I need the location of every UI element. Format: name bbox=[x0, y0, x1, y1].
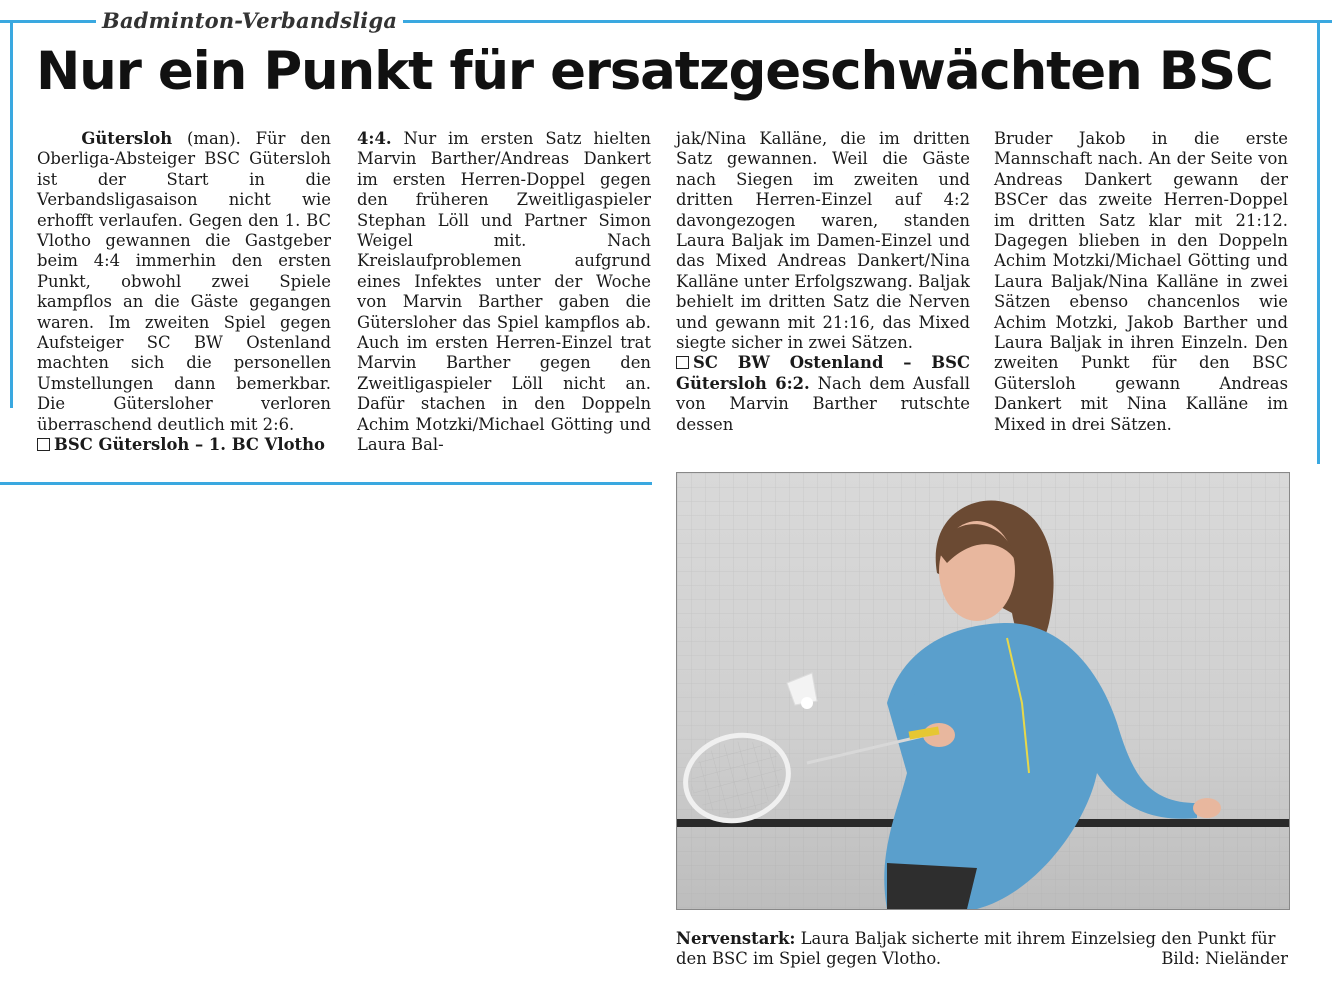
kicker: Badminton-Verbandsliga bbox=[96, 8, 403, 33]
article-column-2 bbox=[357, 129, 651, 456]
caption-lead: Nervenstark: bbox=[676, 929, 796, 948]
right-rule bbox=[1317, 20, 1320, 464]
col3-text: jak/Nina Kalläne, die im dritten Satz gewannen. Weil die Gäste nach Siegen im zweiten und dritten Herren-Einzel auf 4:2 davongezogen waren, standen Laura Baljak im Damen-Einzel und das Mixed Andreas Dankert/Nina Kalläne unter Erfolgszwang. Baljak behielt im dritten Satz die Nerven und gewann mit 21:16, das Mixed siegte sicher in zwei Sätzen. bbox=[676, 129, 970, 353]
col2-text: Nur im ersten Satz hielten Marvin Barther/Andreas Dankert im ersten Herren-Doppel gegen den früheren Zweitligaspieler Stephan Löll und Partner Simon Weigel mit. Nach Kreislaufproblemen aufgrund eines Infektes unter der Woche von Marvin Barther gaben die Gütersloher das Spiel kampflos ab. Auch im ersten Herren-Einzel trat Marvin Barther gegen den Zweitligaspieler Löll nicht an. Dafür stachen in den Doppeln Achim Motzki/Michael Götting und Laura Bal- bbox=[357, 129, 651, 455]
photo-caption bbox=[676, 929, 1288, 969]
subhead-2: SC BW Ostenland – BSC Gütersloh 6:2. bbox=[676, 353, 970, 393]
col4-text: Bruder Jakob in die erste Mannschaft nach. An der Seite von Andreas Dankert gewann der BSCer das zweite Herren-Doppel im dritten Satz klar mit 21:12. Dagegen blieben in den Doppeln Achim Motzki/Michael Götting und Laura Baljak/Nina Kalläne in zwei Sätzen ebenso chancenlos wie Achim Motzki, Jakob Barther und Laura Baljak in ihren Einzeln. Den zweiten Punkt für den BSC Gütersloh gewann Andreas Dankert mit Nina Kalläne im Mixed in drei Sätzen. bbox=[994, 129, 1288, 434]
article-column-3 bbox=[676, 129, 970, 435]
subhead-1-score: 4:4. bbox=[357, 129, 392, 148]
badminton-player-photo bbox=[676, 472, 1290, 910]
dateline: Gütersloh bbox=[81, 129, 173, 148]
photo-illustration bbox=[677, 473, 1289, 909]
caption-text: Laura Baljak sicherte mit ihrem Einzelsieg den Punkt für den BSC im Spiel gegen Vlotho. bbox=[676, 929, 1276, 968]
left-rule bbox=[10, 20, 13, 408]
subhead-1: BSC Gütersloh – 1. BC Vlotho bbox=[54, 435, 325, 455]
col1-text: (man). Für den Oberliga-Absteiger BSC Gütersloh ist der Start in die Verbandsligasaison nicht wie erhofft verlaufen. Gegen den 1. BC Vlotho gewannen die Gastgeber beim 4:4 immerhin den ersten Punkt, obwohl zwei Spiele kampflos an die Gäste gegangen waren. Im zweiten Spiel gegen Aufsteiger SC BW Ostenland machten sich die personellen Umstellungen dann bemerkbar. Die Gütersloher verloren überraschend deutlich mit 2:6. bbox=[37, 129, 331, 434]
square-bullet-icon bbox=[676, 356, 689, 369]
photo-credit: Bild: Nieländer bbox=[1161, 949, 1288, 968]
col3-text-2: Nach dem Ausfall von Marvin Barther rutschte dessen bbox=[676, 373, 970, 434]
article-column-1 bbox=[37, 129, 331, 456]
headline: Nur ein Punkt für ersatzgeschwächten BSC bbox=[36, 41, 1273, 102]
article-column-4 bbox=[994, 129, 1288, 435]
bottom-rule bbox=[0, 482, 652, 485]
square-bullet-icon bbox=[37, 438, 50, 451]
